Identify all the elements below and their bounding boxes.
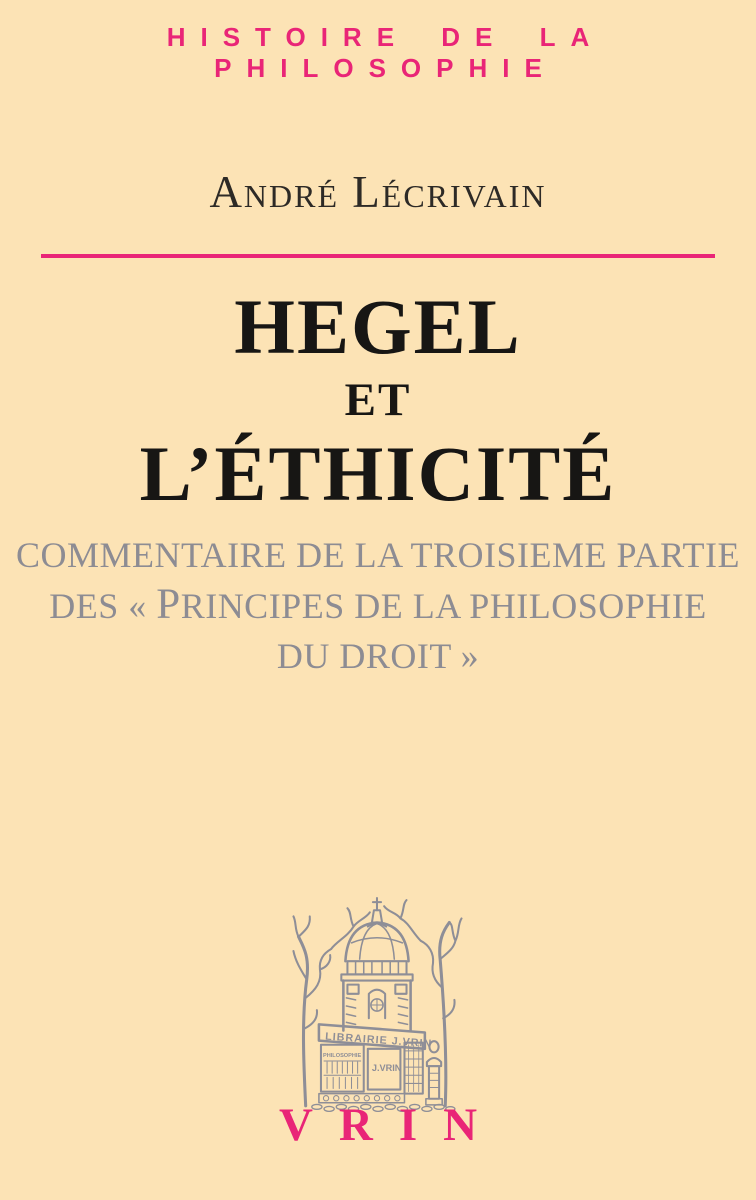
subtitle-line-2-initial: P xyxy=(156,581,181,628)
left-tree xyxy=(293,908,369,1106)
center-window-text: J.VRIN xyxy=(371,1063,402,1074)
church-dome xyxy=(341,898,412,981)
series-title: HISTOIRE DE LA PHILOSOPHIE xyxy=(166,22,605,83)
title-line-1: HEGEL xyxy=(234,283,522,370)
book-title xyxy=(0,282,756,520)
subtitle-line-2 xyxy=(0,580,756,631)
subtitle-line-2-rest: RINCIPES DE LA PHILOSOPHIE xyxy=(180,586,707,626)
title-line-3: L’ÉTHICITÉ xyxy=(139,430,617,517)
shop-awning xyxy=(319,1024,433,1050)
vrin-logo-illustration xyxy=(290,896,466,1114)
awning-text: LIBRAIRIE J.VRIN xyxy=(324,1030,433,1051)
subtitle-line-3: DU DROIT » xyxy=(276,636,480,676)
title-line-2: ET xyxy=(344,374,412,426)
storefront xyxy=(319,1043,423,1103)
publisher-wordmark: VRIN xyxy=(278,1099,504,1151)
book-subtitle xyxy=(0,530,756,681)
church-facade xyxy=(343,981,410,1031)
bust-statue xyxy=(426,1041,442,1105)
accent-rule xyxy=(41,254,715,258)
subtitle-line-2-prefix: DES « xyxy=(49,586,157,626)
vrin-storefront-engraving xyxy=(290,896,466,1114)
author-name: André Lécrivain xyxy=(209,167,547,217)
left-window-text: PHILOSOPHIE xyxy=(322,1052,362,1059)
subtitle-line-1: COMMENTAIRE DE LA TROISIEME PARTIE xyxy=(16,535,740,575)
